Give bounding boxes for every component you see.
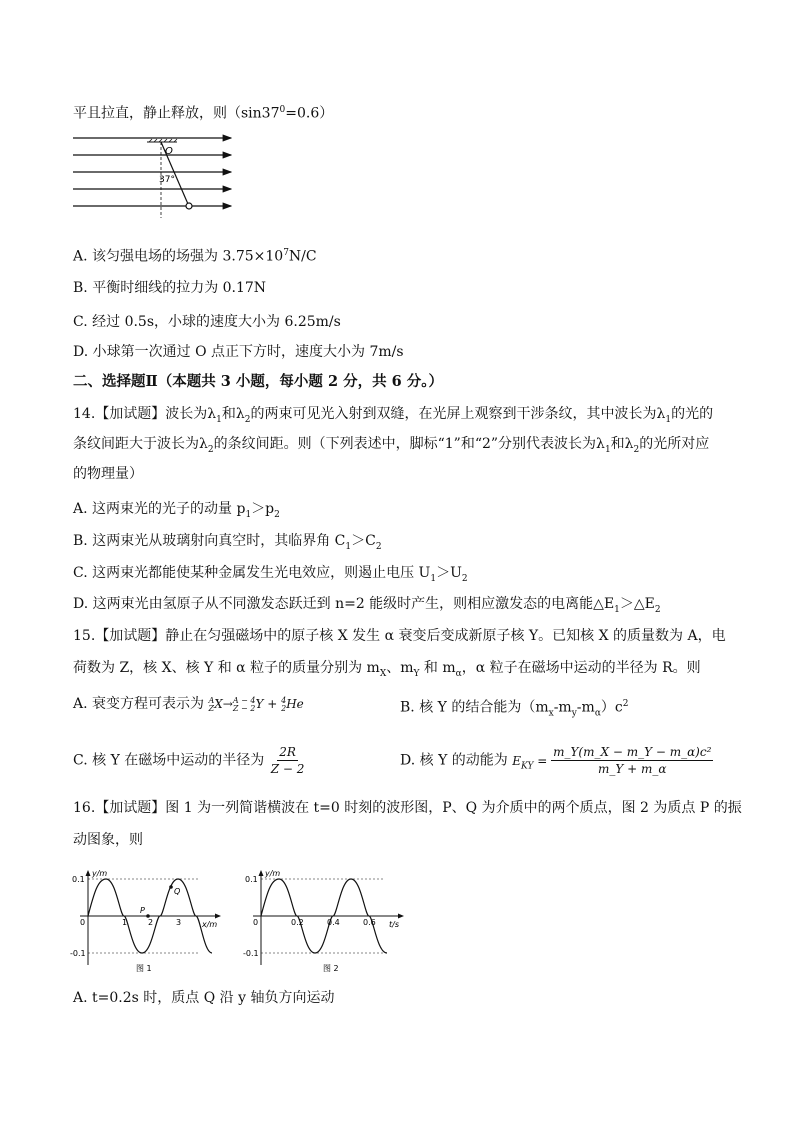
fig1-tick-3: 3 [176,918,182,927]
intro-line: 平且拉直，静止释放，则$(\sin 37^0=0.6)$ [73,105,334,122]
fig2-ylabel: y/m [265,869,281,878]
q15-stem-line2: 荷数为 Z，核 X、核 Y 和 α 粒子的质量分别为 $m_X$、$m_Y$ 和 $m_\alpha$，α 粒子在磁场中运动的半径为 R。则 [73,660,701,679]
vibration-figure-2 [243,865,413,973]
q13-option-b: B. 平衡时细线的拉力为 0.17N [73,280,267,296]
q15-stem-line1: 15.【加试题】静止在匀强磁场中的原子核 X 发生 α 衰变后变成新原子核 Y。已知核 X 的质量数为 A，电 [73,628,726,644]
point-o-label: O [165,146,173,157]
q13-option-a: A. 该匀强电场的场强为 $3.75\times 10^7N/C$ [73,248,317,265]
fig2-tick-2: 0.4 [327,918,340,927]
fig1-ybot: -0.1 [70,949,86,958]
q16-option-a: A. t=0.2s 时，质点 Q 沿 y 轴负方向运动 [73,990,335,1006]
q14-stem-line1: 14.【加试题】波长为$\lambda_1$和$\lambda_2$的两束可见光入射到双缝，在光屏上观察到干涉条纹，其中波长为$\lambda_1$的光的 [73,406,714,425]
q14-option-c: C. 这两束光都能使某种金属发生光电效应，则遏止电压 $U_1>U_2$ [73,565,468,584]
fig1-caption: 图 1 [136,964,152,973]
q15-option-b: B. 核 Y 的结合能为$(m_x-m_y-m_\alpha)c^2$ [400,699,629,719]
electric-field-figure [73,130,243,218]
fig2-caption: 图 2 [323,964,339,973]
fig1-point-p: P [140,906,145,915]
fig1-tick-1: 1 [122,918,128,927]
section-heading: 二、选择题Ⅱ（本题共 3 小题，每小题 2 分，共 6 分。） [73,373,444,390]
fig2-origin: 0 [253,918,259,927]
q14-stem-line3: 的物理量） [73,466,143,482]
fig1-xlabel: x/m [202,920,218,929]
q16-stem-line2: 动图象，则 [73,832,143,848]
fig1-ylabel: y/m [92,869,108,878]
q14-option-d: D. 这两束光由氢原子从不同激发态跃迁到 n=2 能级时产生，则相应激发态的电离能$\triangle E_1>\triangle E_2$ [73,596,661,615]
fig2-ybot: -0.1 [243,949,259,958]
q15-option-c: C. 核 Y 在磁场中运动的半径为 $\frac{2R}{Z - 2}$ [73,745,305,776]
fig1-point-q: Q [174,887,181,896]
q13-option-d: D. 小球第一次通过 O 点正下方时，速度大小为 7m/s [73,344,404,360]
angle-label: 37° [159,175,175,185]
q15-option-d: D. 核 Y 的动能为 $E_{KY}$ = $\frac{\text{m\_Y(m\_X − m\_Y − m\_α)c²}}{m\_Y + m\_\alpha}$ [400,745,712,776]
q14-option-a: A. 这两束光的光子的动量 $p_1>p_2$ [73,501,280,520]
q16-stem-line1: 16.【加试题】图 1 为一列简谐横波在 t=0 时刻的波形图，P、Q 为介质中的两个质点，图 2 为质点 P 的振 [73,800,742,816]
fig2-tick-1: 0.2 [291,918,304,927]
fig1-origin: 0 [80,918,86,927]
fig2-ytop: 0.1 [245,875,258,884]
fig2-tick-3: 0.6 [363,918,376,927]
q13-option-c: C. 经过 0.5s，小球的速度大小为 6.25m/s [73,314,341,330]
wave-figure-1 [70,865,230,973]
q15-option-a: A. 衰变方程可表示为 A Z X→ A − 4 Z − 2 Y + 4 2 He [73,695,304,713]
fig2-xlabel: t/s [389,920,399,929]
fig1-ytop: 0.1 [72,875,85,884]
fig1-tick-2: 2 [148,918,154,927]
q14-stem-line2: 条纹间距大于波长为$\lambda_2$的条纹间距。则（下列表述中，脚标“1”和“2”分别代表波长为$\lambda_1$和$\lambda_2$的光所对应 [73,436,710,455]
q14-option-b: B. 这两束光从玻璃射向真空时，其临界角 $C_1>C_2$ [73,533,382,552]
